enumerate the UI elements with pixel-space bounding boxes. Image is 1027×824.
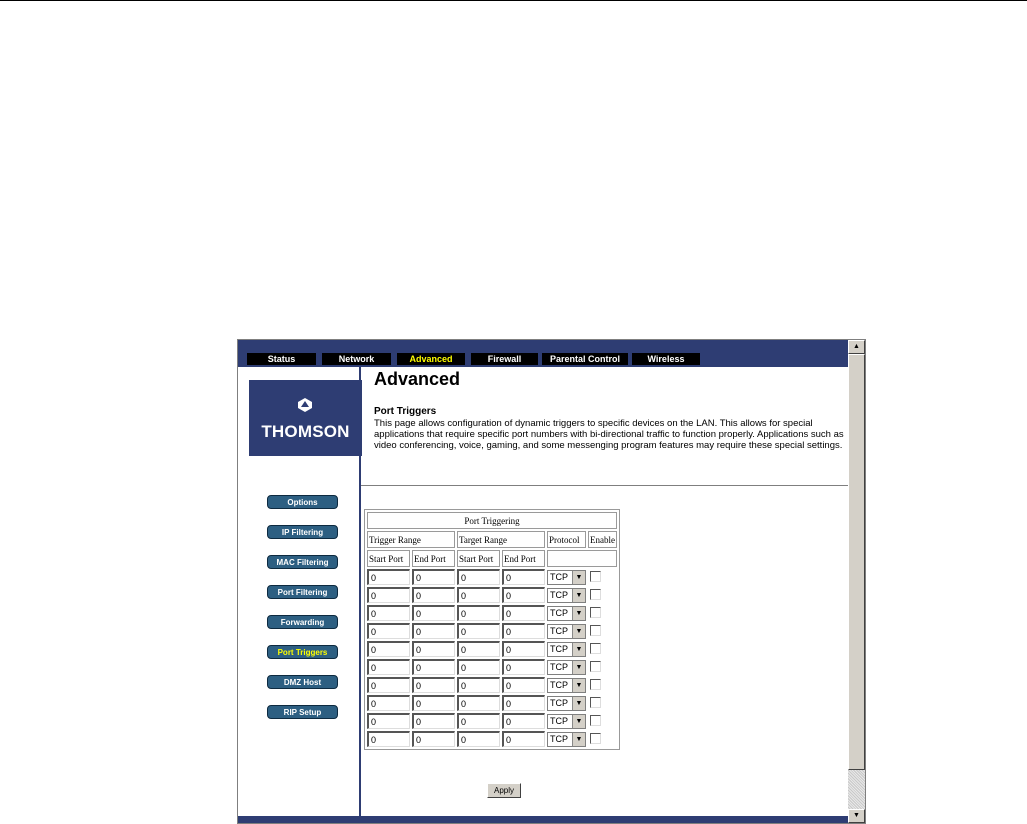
port-cell: [457, 605, 500, 621]
chevron-down-icon: ▼: [572, 643, 585, 656]
target-end-port-input[interactable]: [502, 623, 545, 639]
enable-cell: [588, 731, 617, 747]
port-cell: [367, 623, 410, 639]
protocol-value: TCP: [550, 625, 568, 636]
protocol-value: TCP: [550, 661, 568, 672]
target-start-port-input[interactable]: [457, 605, 500, 621]
port-cell: [412, 713, 455, 729]
trigger-end-port-input[interactable]: [412, 641, 455, 657]
port-cell: [502, 731, 545, 747]
protocol-value: TCP: [550, 679, 568, 690]
enable-checkbox[interactable]: [590, 625, 601, 636]
protocol-value: TCP: [550, 643, 568, 654]
scroll-thumb[interactable]: [848, 354, 865, 770]
trigger-start-port-input[interactable]: [367, 695, 410, 711]
protocol-cell: [547, 569, 586, 585]
enable-checkbox[interactable]: [590, 589, 601, 600]
trigger-end-port-input[interactable]: [412, 605, 455, 621]
port-cell: [367, 713, 410, 729]
port-cell: [412, 695, 455, 711]
port-cell: [457, 569, 500, 585]
table-row: [367, 587, 617, 603]
port-cell: [457, 713, 500, 729]
protocol-cell: [547, 641, 586, 657]
target-end-port-input[interactable]: [502, 713, 545, 729]
table-row: [367, 713, 617, 729]
enable-cell: [588, 605, 617, 621]
nav-tab-network[interactable]: Network: [322, 353, 391, 365]
port-cell: [502, 623, 545, 639]
chevron-down-icon: ▼: [572, 625, 585, 638]
port-cell: [502, 713, 545, 729]
sidebar-divider: [359, 367, 361, 816]
trigger-start-port-input[interactable]: [367, 677, 410, 693]
port-cell: [502, 569, 545, 585]
enable-cell: [588, 659, 617, 675]
apply-button[interactable]: Apply: [487, 783, 521, 798]
sidebar-item-ip-filtering[interactable]: IP Filtering: [267, 525, 338, 539]
protocol-select[interactable]: [547, 606, 586, 621]
target-start-port-input[interactable]: [457, 569, 500, 585]
header-trigger-range: Trigger Range: [367, 531, 455, 548]
sidebar-item-dmz-host[interactable]: DMZ Host: [267, 675, 338, 689]
port-cell: [502, 695, 545, 711]
protocol-value: TCP: [550, 589, 568, 600]
enable-checkbox[interactable]: [590, 571, 601, 582]
target-end-port-input[interactable]: [502, 641, 545, 657]
port-cell: [457, 731, 500, 747]
chevron-down-icon: ▼: [572, 733, 585, 746]
port-cell: [367, 731, 410, 747]
enable-cell: [588, 641, 617, 657]
port-cell: [412, 623, 455, 639]
chevron-down-icon: ▼: [572, 697, 585, 710]
protocol-value: TCP: [550, 607, 568, 618]
page-description: This page allows configuration of dynamic triggers to specific devices on the LAN. This allows for special applications that require specific port numbers with bi-directional traffic to function properly. Applications such as video conferencing, voice, gaming, and some messenging program features may require these special settings.: [374, 418, 844, 451]
table-row: [367, 641, 617, 657]
protocol-value: TCP: [550, 733, 568, 744]
thomson-logo: [249, 380, 362, 456]
nav-tab-wireless[interactable]: Wireless: [632, 353, 700, 365]
port-triggering-table: [364, 509, 620, 750]
top-nav: [238, 340, 848, 367]
bottom-bar: [238, 816, 848, 823]
page-subtitle: Port Triggers: [374, 406, 437, 417]
trigger-start-port-input[interactable]: [367, 623, 410, 639]
trigger-start-port-input[interactable]: [367, 587, 410, 603]
scroll-up-button[interactable]: [848, 340, 865, 354]
trigger-start-port-input[interactable]: [367, 659, 410, 675]
header-trigger-start-port: Start Port: [367, 550, 410, 567]
header-protocol: Protocol: [547, 531, 586, 548]
enable-cell: [588, 587, 617, 603]
port-cell: [457, 587, 500, 603]
port-cell: [502, 587, 545, 603]
port-cell: [457, 659, 500, 675]
port-cell: [412, 731, 455, 747]
nav-tab-status[interactable]: Status: [247, 353, 316, 365]
port-cell: [412, 569, 455, 585]
port-cell: [367, 587, 410, 603]
enable-checkbox[interactable]: [590, 715, 601, 726]
port-cell: [412, 605, 455, 621]
sidebar-item-forwarding[interactable]: Forwarding: [267, 615, 338, 629]
thomson-logo-icon: [298, 398, 312, 412]
trigger-end-port-input[interactable]: [412, 569, 455, 585]
protocol-value: TCP: [550, 697, 568, 708]
table-row: [367, 731, 617, 747]
target-end-port-input[interactable]: [502, 587, 545, 603]
enable-cell: [588, 677, 617, 693]
target-end-port-input[interactable]: [502, 569, 545, 585]
port-cell: [502, 641, 545, 657]
protocol-cell: [547, 659, 586, 675]
target-start-port-input[interactable]: [457, 731, 500, 747]
vertical-scrollbar[interactable]: [848, 340, 865, 823]
protocol-cell: [547, 731, 586, 747]
page-top-rule: [0, 0, 1027, 1]
protocol-select[interactable]: [547, 642, 586, 657]
protocol-cell: [547, 695, 586, 711]
port-cell: [502, 659, 545, 675]
port-cell: [367, 677, 410, 693]
nav-tab-firewall[interactable]: Firewall: [471, 353, 538, 365]
enable-cell: [588, 695, 617, 711]
protocol-select[interactable]: [547, 732, 586, 747]
chevron-down-icon: ▼: [572, 571, 585, 584]
port-cell: [412, 677, 455, 693]
enable-checkbox[interactable]: [590, 733, 601, 744]
table-caption: Port Triggering: [367, 512, 617, 529]
protocol-value: TCP: [550, 715, 568, 726]
enable-checkbox[interactable]: [590, 679, 601, 690]
chevron-down-icon: ▼: [572, 607, 585, 620]
header-divider: [361, 485, 848, 486]
table-row: [367, 569, 617, 585]
trigger-end-port-input[interactable]: [412, 731, 455, 747]
nav-tab-advanced[interactable]: Advanced: [397, 353, 465, 365]
chevron-down-icon: ▼: [572, 661, 585, 674]
protocol-value: TCP: [550, 571, 568, 582]
target-end-port-input[interactable]: [502, 731, 545, 747]
chevron-down-icon: ▼: [572, 679, 585, 692]
sidebar-item-options[interactable]: Options: [267, 495, 338, 509]
trigger-start-port-input[interactable]: [367, 605, 410, 621]
port-cell: [367, 605, 410, 621]
port-cell: [412, 659, 455, 675]
target-start-port-input[interactable]: [457, 695, 500, 711]
port-cell: [457, 623, 500, 639]
trigger-start-port-input[interactable]: [367, 641, 410, 657]
header-trigger-end-port: End Port: [412, 550, 455, 567]
logo-text: THOMSON: [261, 422, 350, 441]
port-cell: [502, 677, 545, 693]
nav-tab-parental-control[interactable]: Parental Control: [542, 353, 628, 365]
trigger-end-port-input[interactable]: [412, 677, 455, 693]
target-start-port-input[interactable]: [457, 713, 500, 729]
protocol-select[interactable]: [547, 678, 586, 693]
sidebar-item-port-filtering[interactable]: Port Filtering: [267, 585, 338, 599]
page-content: [238, 340, 848, 823]
arrow-up-icon: ▲: [853, 343, 860, 350]
enable-checkbox[interactable]: [590, 607, 601, 618]
port-cell: [367, 659, 410, 675]
protocol-select[interactable]: [547, 624, 586, 639]
scroll-track[interactable]: [848, 770, 865, 809]
table-row: [367, 605, 617, 621]
header-target-end-port: End Port: [502, 550, 545, 567]
port-cell: [412, 641, 455, 657]
trigger-end-port-input[interactable]: [412, 587, 455, 603]
browser-frame: [237, 339, 866, 824]
table-row: [367, 695, 617, 711]
target-start-port-input[interactable]: [457, 641, 500, 657]
target-end-port-input[interactable]: [502, 659, 545, 675]
port-cell: [457, 641, 500, 657]
port-cell: [457, 677, 500, 693]
table-row: [367, 677, 617, 693]
target-end-port-input[interactable]: [502, 677, 545, 693]
target-start-port-input[interactable]: [457, 587, 500, 603]
port-cell: [502, 605, 545, 621]
target-end-port-input[interactable]: [502, 695, 545, 711]
protocol-cell: [547, 677, 586, 693]
target-start-port-input[interactable]: [457, 623, 500, 639]
header-blank: [547, 550, 617, 567]
protocol-select[interactable]: [547, 588, 586, 603]
sidebar-item-mac-filtering[interactable]: MAC Filtering: [267, 555, 338, 569]
sidebar-item-port-triggers[interactable]: Port Triggers: [267, 645, 338, 659]
protocol-select[interactable]: [547, 570, 586, 585]
trigger-start-port-input[interactable]: [367, 569, 410, 585]
scroll-down-button[interactable]: [848, 809, 865, 823]
target-end-port-input[interactable]: [502, 605, 545, 621]
protocol-select[interactable]: [547, 660, 586, 675]
trigger-end-port-input[interactable]: [412, 695, 455, 711]
port-cell: [367, 569, 410, 585]
chevron-down-icon: ▼: [572, 589, 585, 602]
enable-cell: [588, 623, 617, 639]
header-target-range: Target Range: [457, 531, 545, 548]
table-row: [367, 623, 617, 639]
enable-cell: [588, 713, 617, 729]
protocol-cell: [547, 623, 586, 639]
table-row: [367, 659, 617, 675]
target-start-port-input[interactable]: [457, 677, 500, 693]
trigger-end-port-input[interactable]: [412, 623, 455, 639]
arrow-down-icon: ▼: [853, 812, 860, 819]
protocol-cell: [547, 605, 586, 621]
page-title: Advanced: [374, 369, 461, 389]
header-target-start-port: Start Port: [457, 550, 500, 567]
enable-checkbox[interactable]: [590, 661, 601, 672]
target-start-port-input[interactable]: [457, 659, 500, 675]
header-enable: Enable: [588, 531, 617, 548]
protocol-cell: [547, 587, 586, 603]
chevron-down-icon: ▼: [572, 715, 585, 728]
port-cell: [367, 641, 410, 657]
protocol-cell: [547, 713, 586, 729]
trigger-start-port-input[interactable]: [367, 731, 410, 747]
port-cell: [457, 695, 500, 711]
protocol-select[interactable]: [547, 696, 586, 711]
sidebar-item-rip-setup[interactable]: RIP Setup: [267, 705, 338, 719]
enable-cell: [588, 569, 617, 585]
protocol-select[interactable]: [547, 714, 586, 729]
port-cell: [412, 587, 455, 603]
enable-checkbox[interactable]: [590, 697, 601, 708]
enable-checkbox[interactable]: [590, 643, 601, 654]
port-cell: [367, 695, 410, 711]
trigger-end-port-input[interactable]: [412, 659, 455, 675]
trigger-end-port-input[interactable]: [412, 713, 455, 729]
trigger-start-port-input[interactable]: [367, 713, 410, 729]
